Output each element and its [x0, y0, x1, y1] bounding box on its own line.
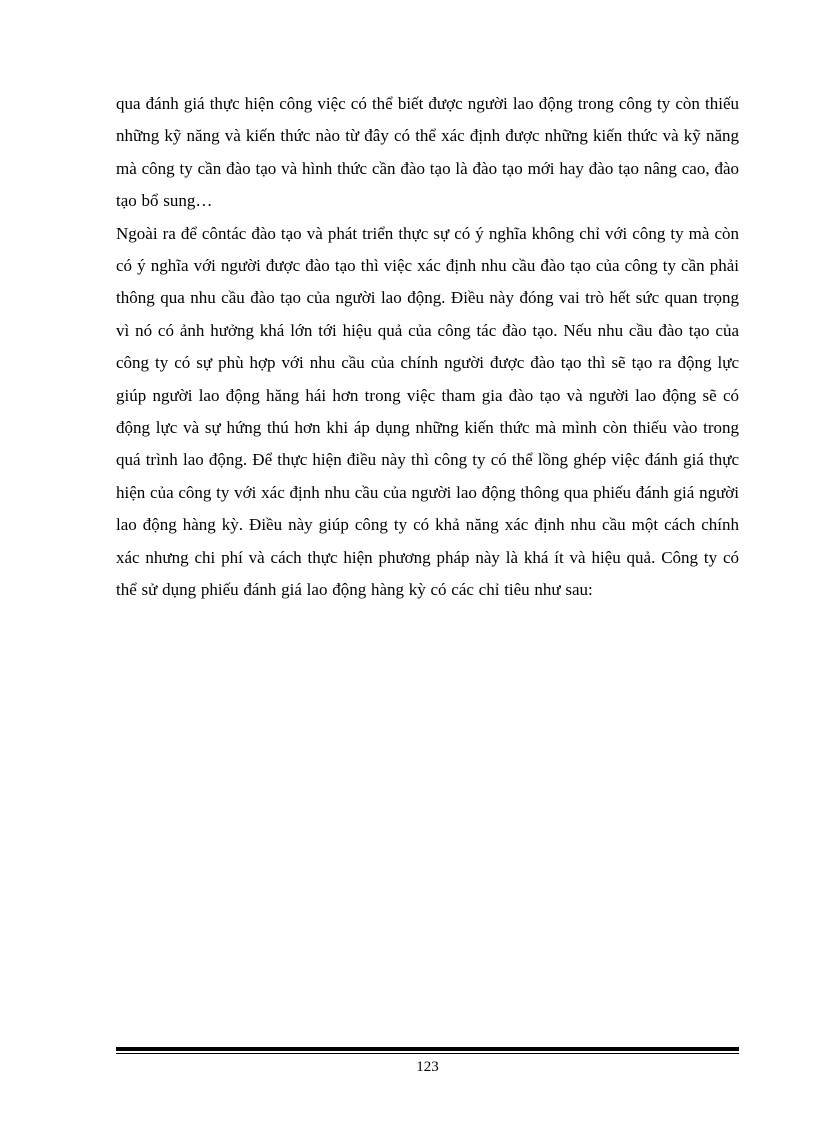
paragraph-1: qua đánh giá thực hiện công việc có thể biết được người lao động trong công ty còn thiếu những kỹ năng và kiến thức nào từ đây có thể xác định được những kiến thức và kỹ năng mà công ty cần đào tạo và hình thức cần đào tạo là đào tạo mới hay đào tạo nâng cao, đào tạo bổ sung… [116, 94, 739, 211]
page-content [116, 88, 739, 607]
page-footer [116, 1047, 739, 1076]
footer-rule-thick [116, 1047, 739, 1051]
footer-rule-thin [116, 1053, 739, 1054]
paragraph-2: Ngoài ra để côntác đào tạo và phát triển thực sự có ý nghĩa không chỉ với công ty mà còn có ý nghĩa với người được đào tạo thì việc xác định nhu cầu đào tạo của công ty cần phải thông qua nhu cầu đào tạo của người lao động. Điều này đóng vai trò hết sức quan trọng vì nó có ảnh hưởng khá lớn tới hiệu quả của công tác đào tạo. Nếu nhu cầu đào tạo của công ty có sự phù hợp với nhu cầu của chính người được đào tạo thì sẽ tạo ra động lực giúp người lao động hăng hái hơn trong việc tham gia đào tạo và người lao động sẽ có động lực và sự hứng thú hơn khi áp dụng những kiến thức mà mình còn thiếu vào trong quá trình lao động. Để thực hiện điều này thì công ty có thể lồng ghép việc đánh giá thực hiện của công ty với xác định nhu cầu của người lao động thông qua phiếu đánh giá người lao động hàng kỳ. Điều này giúp công ty có khả năng xác định nhu cầu một cách chính xác nhưng chi phí và cách thực hiện phương pháp này là khá ít và hiệu quả. Công ty có thể sử dụng phiếu đánh giá lao động hàng kỳ có các chỉ tiêu như sau: [116, 223, 739, 600]
page-number: 123 [416, 1059, 439, 1075]
